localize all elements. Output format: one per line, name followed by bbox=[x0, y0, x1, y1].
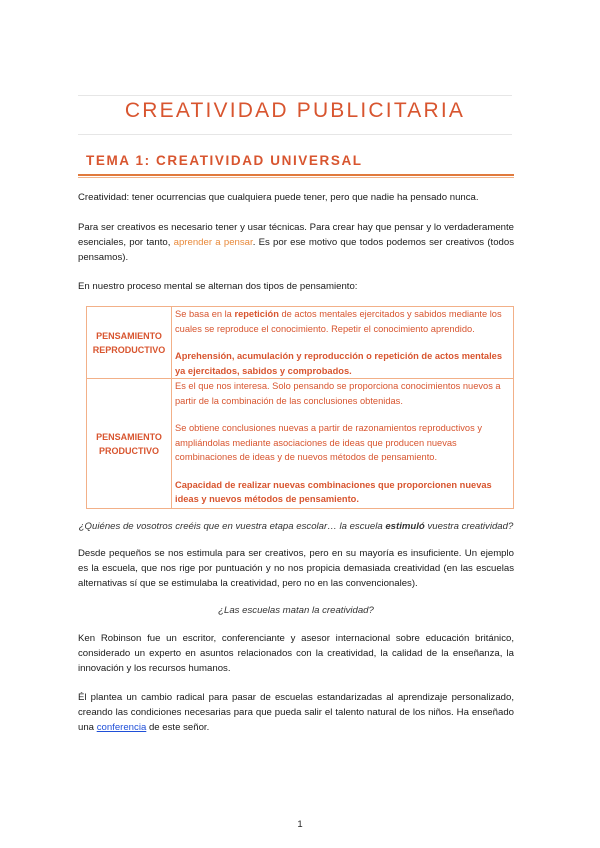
section-heading-underline bbox=[78, 174, 514, 176]
conferencia-link[interactable]: conferencia bbox=[96, 722, 147, 733]
section-heading-underline-light bbox=[78, 177, 514, 178]
ken-robinson-paragraph: Ken Robinson fue un escritor, conferenciante y asesor internacional sobre educación británico, considerado un experto en asuntos relacionados con la creatividad, la calidad de la enseñanza, la innovación y los recursos humanos. bbox=[78, 633, 514, 674]
title-bottom-rule bbox=[78, 134, 512, 135]
label-productivo: PENSAMIENTO PRODUCTIVO bbox=[87, 379, 172, 509]
question-escuela-estimulo: ¿Quiénes de vosotros creéis que en vuestra etapa escolar… la escuela estimuló vuestra creatividad? bbox=[78, 521, 514, 532]
school-paragraph: Desde pequeños se nos estimula para ser creativos, pero en su mayoría es insuficiente. Un ejemplo es la escuela, que nos rige por puntuación y no nos propicia demasiada creatividad (en las escuelas alternativas sí que se estimulaba la creatividad, pero no en las convencionales). bbox=[78, 548, 514, 589]
content-productivo: Es el que nos interesa. Solo pensando se proporciona conocimientos nuevos a partir de la combinación de las conclusiones obtenidas. Se obtiene conclusiones nuevas a partir de razonamientos reproductivos y ampliándolas mediante asociaciones de ideas que producen nuevas combinaciones de ideas y de nuevos métodos de pensamiento. Capacidad de realizar nuevas combinaciones que proporcionen nuevas ideas y nuevos métodos de pensamiento. bbox=[172, 379, 514, 509]
highlight-aprender-a-pensar: aprender a pensar bbox=[173, 237, 253, 248]
thinking-types-intro: En nuestro proceso mental se alternan dos tipos de pensamiento: bbox=[78, 281, 358, 292]
label-reproductivo: PENSAMIENTO REPRODUCTIVO bbox=[87, 307, 172, 379]
question-escuelas-matan: ¿Las escuelas matan la creatividad? bbox=[218, 605, 374, 616]
definition-paragraph: Creatividad: tener ocurrencias que cualquiera puede tener, pero que nadie ha pensado nunca. bbox=[78, 192, 479, 203]
title-top-rule bbox=[78, 95, 512, 96]
techniques-paragraph: Para ser creativos es necesario tener y usar técnicas. Para crear hay que pensar y lo verdaderamente esenciales, por tanto, aprender a pensar. Es por ese motivo que todos podemos ser creativos (todos pensamos). bbox=[78, 222, 514, 263]
section-heading: TEMA 1: CREATIVIDAD UNIVERSAL bbox=[86, 153, 363, 168]
cambio-radical-paragraph: Él plantea un cambio radical para pasar de escuelas estandarizadas al aprendizaje personalizado, creando las condiciones necesarias para que pueda salir el talento natural de los niños. Ha enseñado una conferencia de este señor. bbox=[78, 692, 514, 733]
page-number: 1 bbox=[297, 819, 303, 830]
content-reproductivo: Se basa en la repetición de actos mentales ejercitados y sabidos mediante los cuales se reproduce el conocimiento. Repetir el conocimiento aprendido. Aprehensión, acumulación y reproducción o repetición de actos mentales ya ejercitados, sabidos y comprobados. bbox=[172, 307, 514, 379]
document-title: CREATIVIDAD PUBLICITARIA bbox=[124, 99, 466, 122]
table-row bbox=[87, 379, 514, 509]
table-row bbox=[87, 307, 514, 379]
thinking-types-table bbox=[86, 306, 514, 509]
definition-term: Creatividad bbox=[78, 192, 127, 203]
